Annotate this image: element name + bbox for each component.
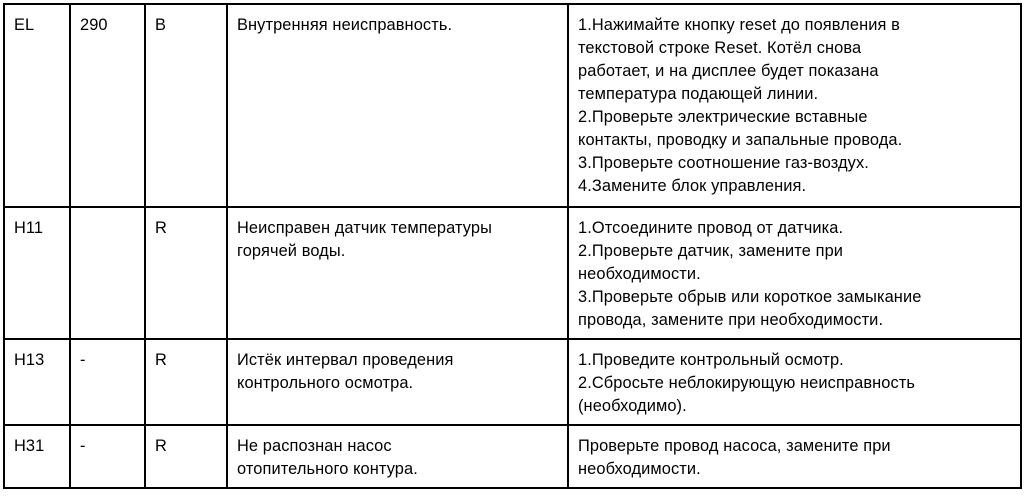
action-line: провода, замените при необходимости. (578, 311, 884, 329)
action-line: Проверьте провод насоса, замените при (578, 437, 891, 455)
table-row-h13 (4, 339, 1021, 425)
action-line: 2.Сбросьте неблокирующую неисправность (578, 374, 916, 392)
fault-type-cell: R (145, 425, 227, 488)
fault-number-cell: - (70, 339, 145, 425)
fault-type-cell: R (145, 207, 227, 339)
description-line: Истёк интервал проведения (237, 351, 454, 369)
fault-number-cell: 290 (70, 4, 145, 207)
fault-actions-cell (568, 207, 1021, 339)
action-line: работает, и на дисплее будет показана (578, 62, 879, 80)
fault-number-cell (70, 207, 145, 339)
table-row-h31 (4, 425, 1021, 488)
action-line: температура подающей линии. (578, 85, 819, 103)
description-line: Не распознан насос (237, 437, 392, 455)
description-line: Неисправен датчик температуры (237, 219, 492, 237)
action-line: 1.Проведите контрольный осмотр. (578, 351, 844, 369)
action-line: текстовой строке Reset. Котёл снова (578, 39, 862, 57)
fault-actions-cell (568, 4, 1021, 207)
fault-type-cell: R (145, 339, 227, 425)
fault-code-cell: H11 (4, 207, 70, 339)
action-line: 1.Нажимайте кнопку reset до появления в (578, 16, 900, 34)
fault-code-cell: H13 (4, 339, 70, 425)
action-line: 4.Замените блок управления. (578, 177, 807, 195)
action-line: 3.Проверьте соотношение газ-воздух. (578, 154, 869, 172)
table-row-el (4, 4, 1021, 207)
fault-code-cell: EL (4, 4, 70, 207)
action-line: необходимости. (578, 460, 701, 478)
fault-type-cell: B (145, 4, 227, 207)
fault-description-cell (227, 425, 568, 488)
table-row-h11 (4, 207, 1021, 339)
action-line: 1.Отсоедините провод от датчика. (578, 219, 844, 237)
action-line: 2.Проверьте электрические вставные (578, 108, 868, 126)
fault-description-cell (227, 339, 568, 425)
fault-actions-cell (568, 339, 1021, 425)
description-line: отопительного контура. (237, 460, 418, 478)
fault-number-cell: - (70, 425, 145, 488)
action-line: 3.Проверьте обрыв или короткое замыкание (578, 288, 922, 306)
fault-code-cell: H31 (4, 425, 70, 488)
fault-code-table (3, 3, 1022, 489)
description-line: контрольного осмотра. (237, 374, 414, 392)
action-line: (необходимо). (578, 397, 687, 415)
action-line: 2.Проверьте датчик, замените при (578, 242, 844, 260)
fault-description-cell: Внутренняя неисправность. (227, 4, 568, 207)
fault-actions-cell (568, 425, 1021, 488)
fault-description-cell (227, 207, 568, 339)
action-line: контакты, проводку и запальные провода. (578, 131, 903, 149)
action-line: необходимости. (578, 265, 701, 283)
description-line: горячей воды. (237, 242, 346, 260)
